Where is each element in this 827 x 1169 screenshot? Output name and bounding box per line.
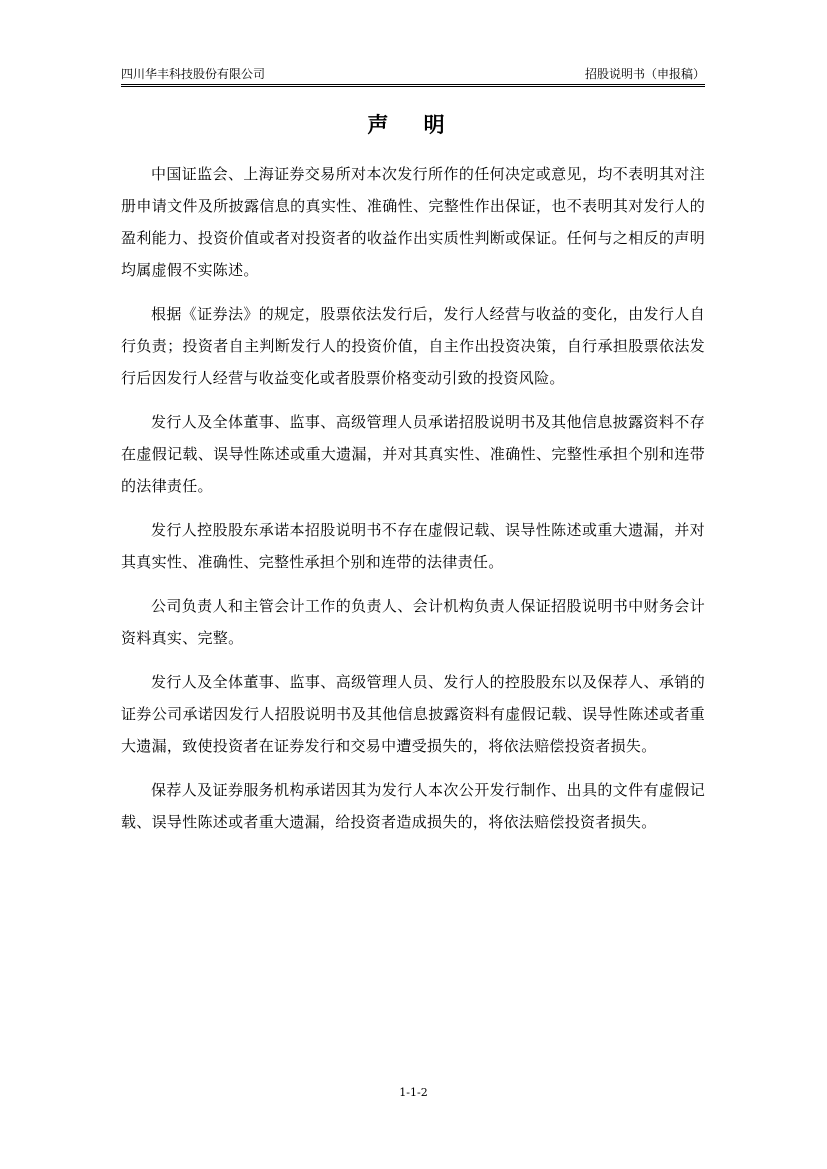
header-document-type: 招股说明书（申报稿） <box>584 67 705 81</box>
paragraph-securities-law: 根据《证券法》的规定，股票依法发行后，发行人经营与收益的变化，由发行人自行负责；投资者自主判断发行人的投资价值，自主作出投资决策，自行承担股票依法发行后因发行人经营与收益变化或者股票价格变动引致的投资风险。 <box>121 305 705 387</box>
paragraph-regulator-disclaimer: 中国证监会、上海证券交易所对本次发行所作的任何决定或意见，均不表明其对注册申请文件及所披露信息的真实性、准确性、完整性作出保证，也不表明其对发行人的盈利能力、投资价值或者对投资者的收益作出实质性判断或保证。任何与之相反的声明均属虚假不实陈述。 <box>121 165 705 279</box>
declaration-body <box>121 158 705 850</box>
page-number: 1-1-2 <box>399 1086 428 1099</box>
header-rule <box>121 86 705 87</box>
paragraph-compensation-commitment: 发行人及全体董事、监事、高级管理人员、发行人的控股股东以及保荐人、承销的证券公司承诺因发行人招股说明书及其他信息披露资料有虚假记载、误导性陈述或者重大遗漏，致使投资者在证券发行和交易中遭受损失的，将依法赔偿投资者损失。 <box>121 673 705 755</box>
paragraph-controlling-shareholder: 发行人控股股东承诺本招股说明书不存在虚假记载、误导性陈述或重大遗漏，并对其真实性、准确性、完整性承担个别和连带的法律责任。 <box>121 521 705 571</box>
paragraph-financial-officers: 公司负责人和主管会计工作的负责人、会计机构负责人保证招股说明书中财务会计资料真实、完整。 <box>121 597 705 647</box>
paragraph-sponsor-commitment: 保荐人及证券服务机构承诺因其为发行人本次公开发行制作、出具的文件有虚假记载、误导性陈述或者重大遗漏，给投资者造成损失的，将依法赔偿投资者损失。 <box>121 781 705 831</box>
paragraph-directors-commitment: 发行人及全体董事、监事、高级管理人员承诺招股说明书及其他信息披露资料不存在虚假记载、误导性陈述或重大遗漏，并对其真实性、准确性、完整性承担个别和连带的法律责任。 <box>121 413 705 495</box>
header-company-name: 四川华丰科技股份有限公司 <box>121 67 266 81</box>
page-title: 声 明 <box>367 113 459 137</box>
page-header <box>121 66 705 85</box>
